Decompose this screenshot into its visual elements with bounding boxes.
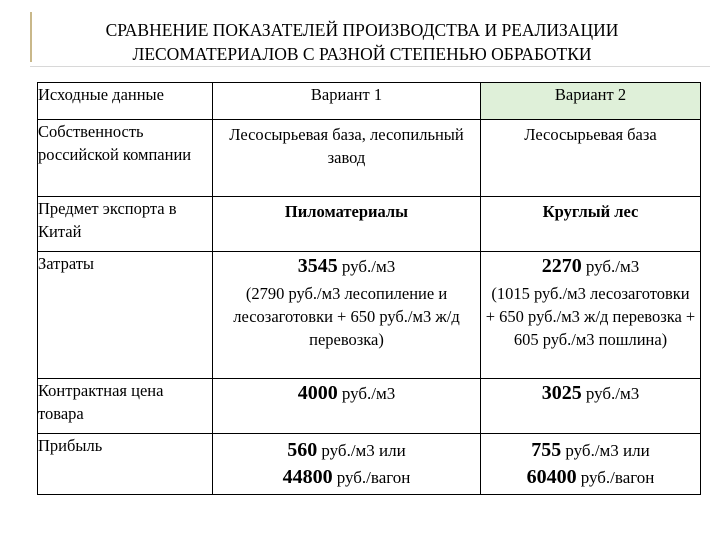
- comparison-table: [37, 82, 701, 495]
- costs-v1-detail: (2790 руб./м3 лесопиление и лесозаготовки + 650 руб./м3 ж/д перевозка): [233, 284, 460, 349]
- header-label-cell: Исходные данные: [38, 83, 213, 120]
- table-row-ownership: [38, 120, 701, 197]
- profit-v1-unit-1: руб./м3 или: [321, 441, 406, 460]
- profit-v1-value-1: 560: [287, 439, 318, 461]
- row-label-profit: Прибыль: [38, 434, 213, 495]
- title-line-2: ЛЕСОМАТЕРИАЛОВ С РАЗНОЙ СТЕПЕНЬЮ ОБРАБОТКИ: [132, 44, 592, 64]
- table-row-profit: [38, 434, 701, 495]
- price-variant-1: [213, 379, 480, 408]
- header-variant-2: Вариант 2: [481, 83, 701, 120]
- profit-v1-value-2: 44800: [282, 466, 333, 488]
- header-row: [38, 83, 701, 120]
- price-v2-value: 3025: [541, 382, 582, 404]
- ownership-variant-2: Лесосырьевая база: [524, 125, 657, 144]
- costs-variant-1: [213, 252, 480, 354]
- costs-v2-unit: руб./м3: [585, 257, 640, 276]
- title-line-1: СРАВНЕНИЕ ПОКАЗАТЕЛЕЙ ПРОИЗВОДСТВА И РЕАЛИЗАЦИИ: [105, 20, 619, 40]
- export-variant-2: Круглый лес: [542, 202, 639, 221]
- table-row-export: [38, 197, 701, 252]
- costs-v1-unit: руб./м3: [341, 257, 396, 276]
- row-label-costs: Затраты: [38, 252, 213, 379]
- profit-v2-value-2: 60400: [526, 466, 577, 488]
- title-accent-line: [30, 12, 32, 62]
- table-row-costs: [38, 252, 701, 379]
- profit-v2-unit-1: руб./м3 или: [565, 441, 650, 460]
- price-variant-2: [481, 379, 700, 408]
- ownership-variant-1: Лесосырьевая база, лесопильный завод: [229, 125, 464, 167]
- price-v2-unit: руб./м3: [585, 384, 640, 403]
- header-variant-1: Вариант 1: [213, 83, 481, 120]
- price-v1-value: 4000: [297, 382, 338, 404]
- costs-v2-detail: (1015 руб./м3 лесозаготовки + 650 руб./м3 ж/д перевозка + 605 руб./м3 пошлина): [485, 284, 696, 349]
- profit-variant-2: [481, 434, 700, 494]
- costs-v2-value: 2270: [541, 255, 582, 277]
- row-label-ownership: Собственность российской компании: [38, 120, 213, 197]
- profit-variant-1: [213, 434, 480, 494]
- export-variant-1: Пиломатериалы: [284, 202, 409, 221]
- title-divider: [30, 66, 710, 67]
- costs-variant-2: [481, 252, 700, 354]
- table-row-price: [38, 379, 701, 434]
- costs-v1-value: 3545: [297, 255, 338, 277]
- profit-v1-unit-2: руб./вагон: [336, 468, 411, 487]
- page-title: [34, 18, 690, 66]
- profit-v2-unit-2: руб./вагон: [580, 468, 655, 487]
- price-v1-unit: руб./м3: [341, 384, 396, 403]
- profit-v2-value-1: 755: [531, 439, 562, 461]
- row-label-export: Предмет экспорта в Китай: [38, 197, 213, 252]
- row-label-price: Контрактная цена товара: [38, 379, 213, 434]
